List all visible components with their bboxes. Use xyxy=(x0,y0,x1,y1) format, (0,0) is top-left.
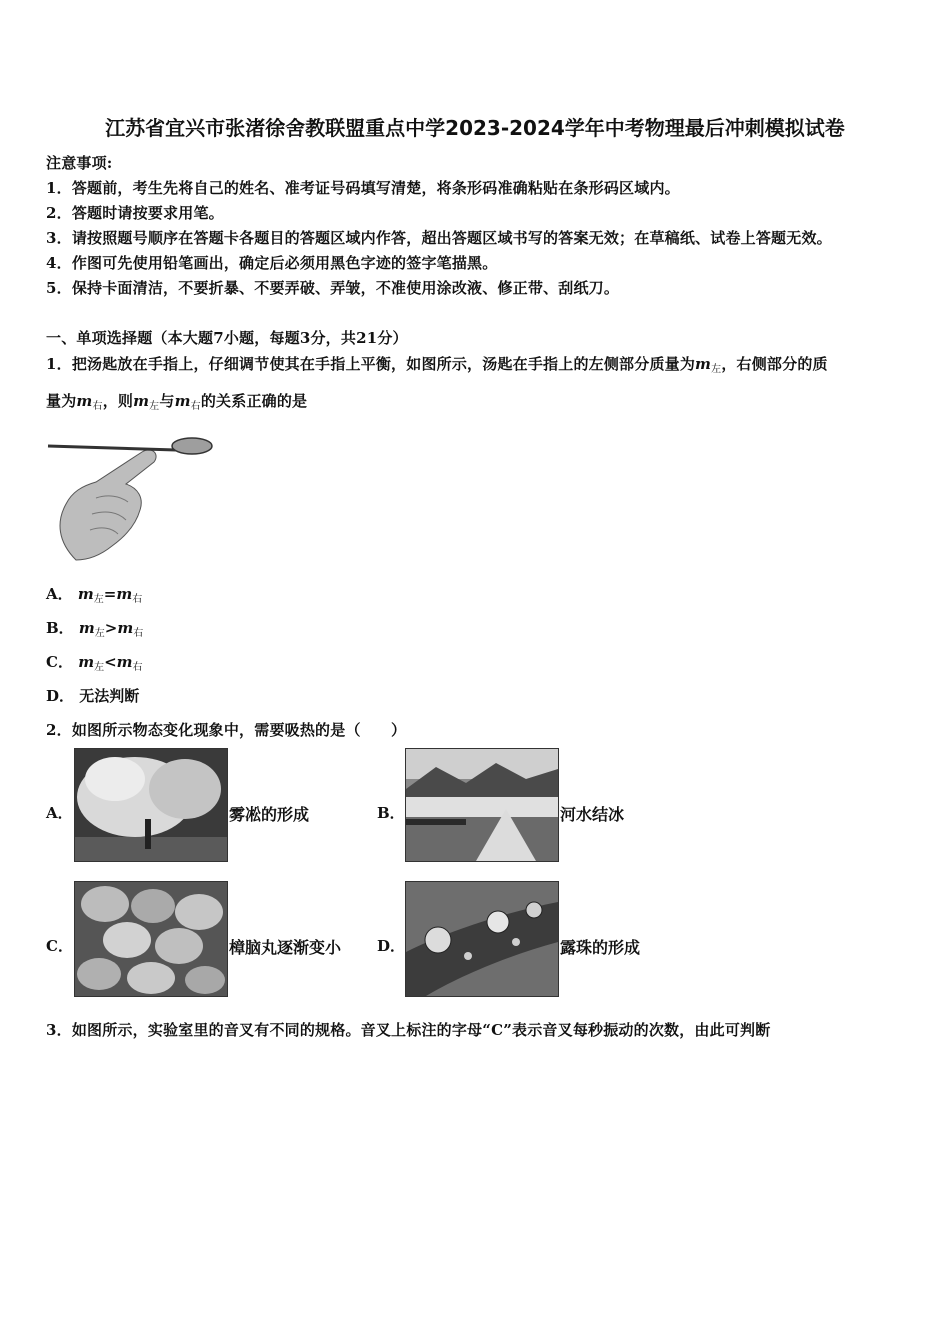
rime-photo xyxy=(74,748,228,862)
q1-option-c[interactable]: C． $m_左<m_右$ xyxy=(46,653,143,673)
note-item: 4．作图可先使用铅笔画出，确定后必须用黑色字迹的签字笔描黑。 xyxy=(46,254,498,272)
note-item: 1．答题前，考生先将自己的姓名、准考证号码填写清楚，将条形码准确粘贴在条形码区域内。 xyxy=(46,179,680,197)
note-item: 2．答题时请按要求用笔。 xyxy=(46,204,224,222)
q1-stem-line2: 量为$m_右$，则$m_左$与$m_右$的关系正确的是 xyxy=(46,392,308,412)
q1-option-b[interactable]: B． $m_左>m_右$ xyxy=(46,619,144,639)
mothballs-photo xyxy=(74,881,228,997)
q2-stem: 2．如图所示物态变化现象中，需要吸热的是（ ） xyxy=(46,721,407,739)
q1-option-a[interactable]: A． $m_左=m_右$ xyxy=(46,585,143,605)
section-heading: 一、单项选择题（本大题7小题，每题3分，共21分） xyxy=(46,329,408,347)
q1-stem-line1: 1．把汤匙放在手指上，仔细调节使其在手指上平衡，如图所示，汤匙在手指上的左侧部分质量为$m_左$，右侧部分的质 xyxy=(46,355,828,375)
q2-option-a-label[interactable]: A． xyxy=(46,804,73,822)
note-item: 5．保持卡面清洁，不要折暴、不要弄破、弄皱，不准使用涂改液、修正带、刮纸刀。 xyxy=(46,279,620,297)
q1-option-d[interactable]: D． 无法判断 xyxy=(46,687,140,705)
page-title: 江苏省宜兴市张渚徐舍教联盟重点中学2023-2024学年中考物理最后冲刺模拟试卷 xyxy=(105,116,845,140)
q2-option-b-label[interactable]: B． xyxy=(377,804,405,822)
notes-heading: 注意事项: xyxy=(46,154,113,172)
q2-option-d-label[interactable]: D． xyxy=(377,937,406,955)
dew-drops-photo xyxy=(405,881,559,997)
q2-option-a-caption: 雾凇的形成 xyxy=(229,805,310,824)
note-item: 3．请按照题号顺序在答题卡各题目的答题区域内作答，超出答题区域书写的答案无效；在草稿纸、试卷上答题无效。 xyxy=(46,229,832,247)
q2-option-c-caption: 樟脑丸逐渐变小 xyxy=(229,938,342,957)
frozen-river-photo xyxy=(405,748,559,862)
q2-option-b-caption: 河水结冰 xyxy=(560,805,625,824)
q2-option-d-caption: 露珠的形成 xyxy=(560,938,641,957)
spoon-on-finger-figure xyxy=(46,432,216,562)
q2-option-c-label[interactable]: C． xyxy=(46,937,73,955)
q3-stem: 3．如图所示，实验室里的音叉有不同的规格。音叉上标注的字母“C”表示音叉每秒振动的次数，由此可判断 xyxy=(46,1021,771,1039)
